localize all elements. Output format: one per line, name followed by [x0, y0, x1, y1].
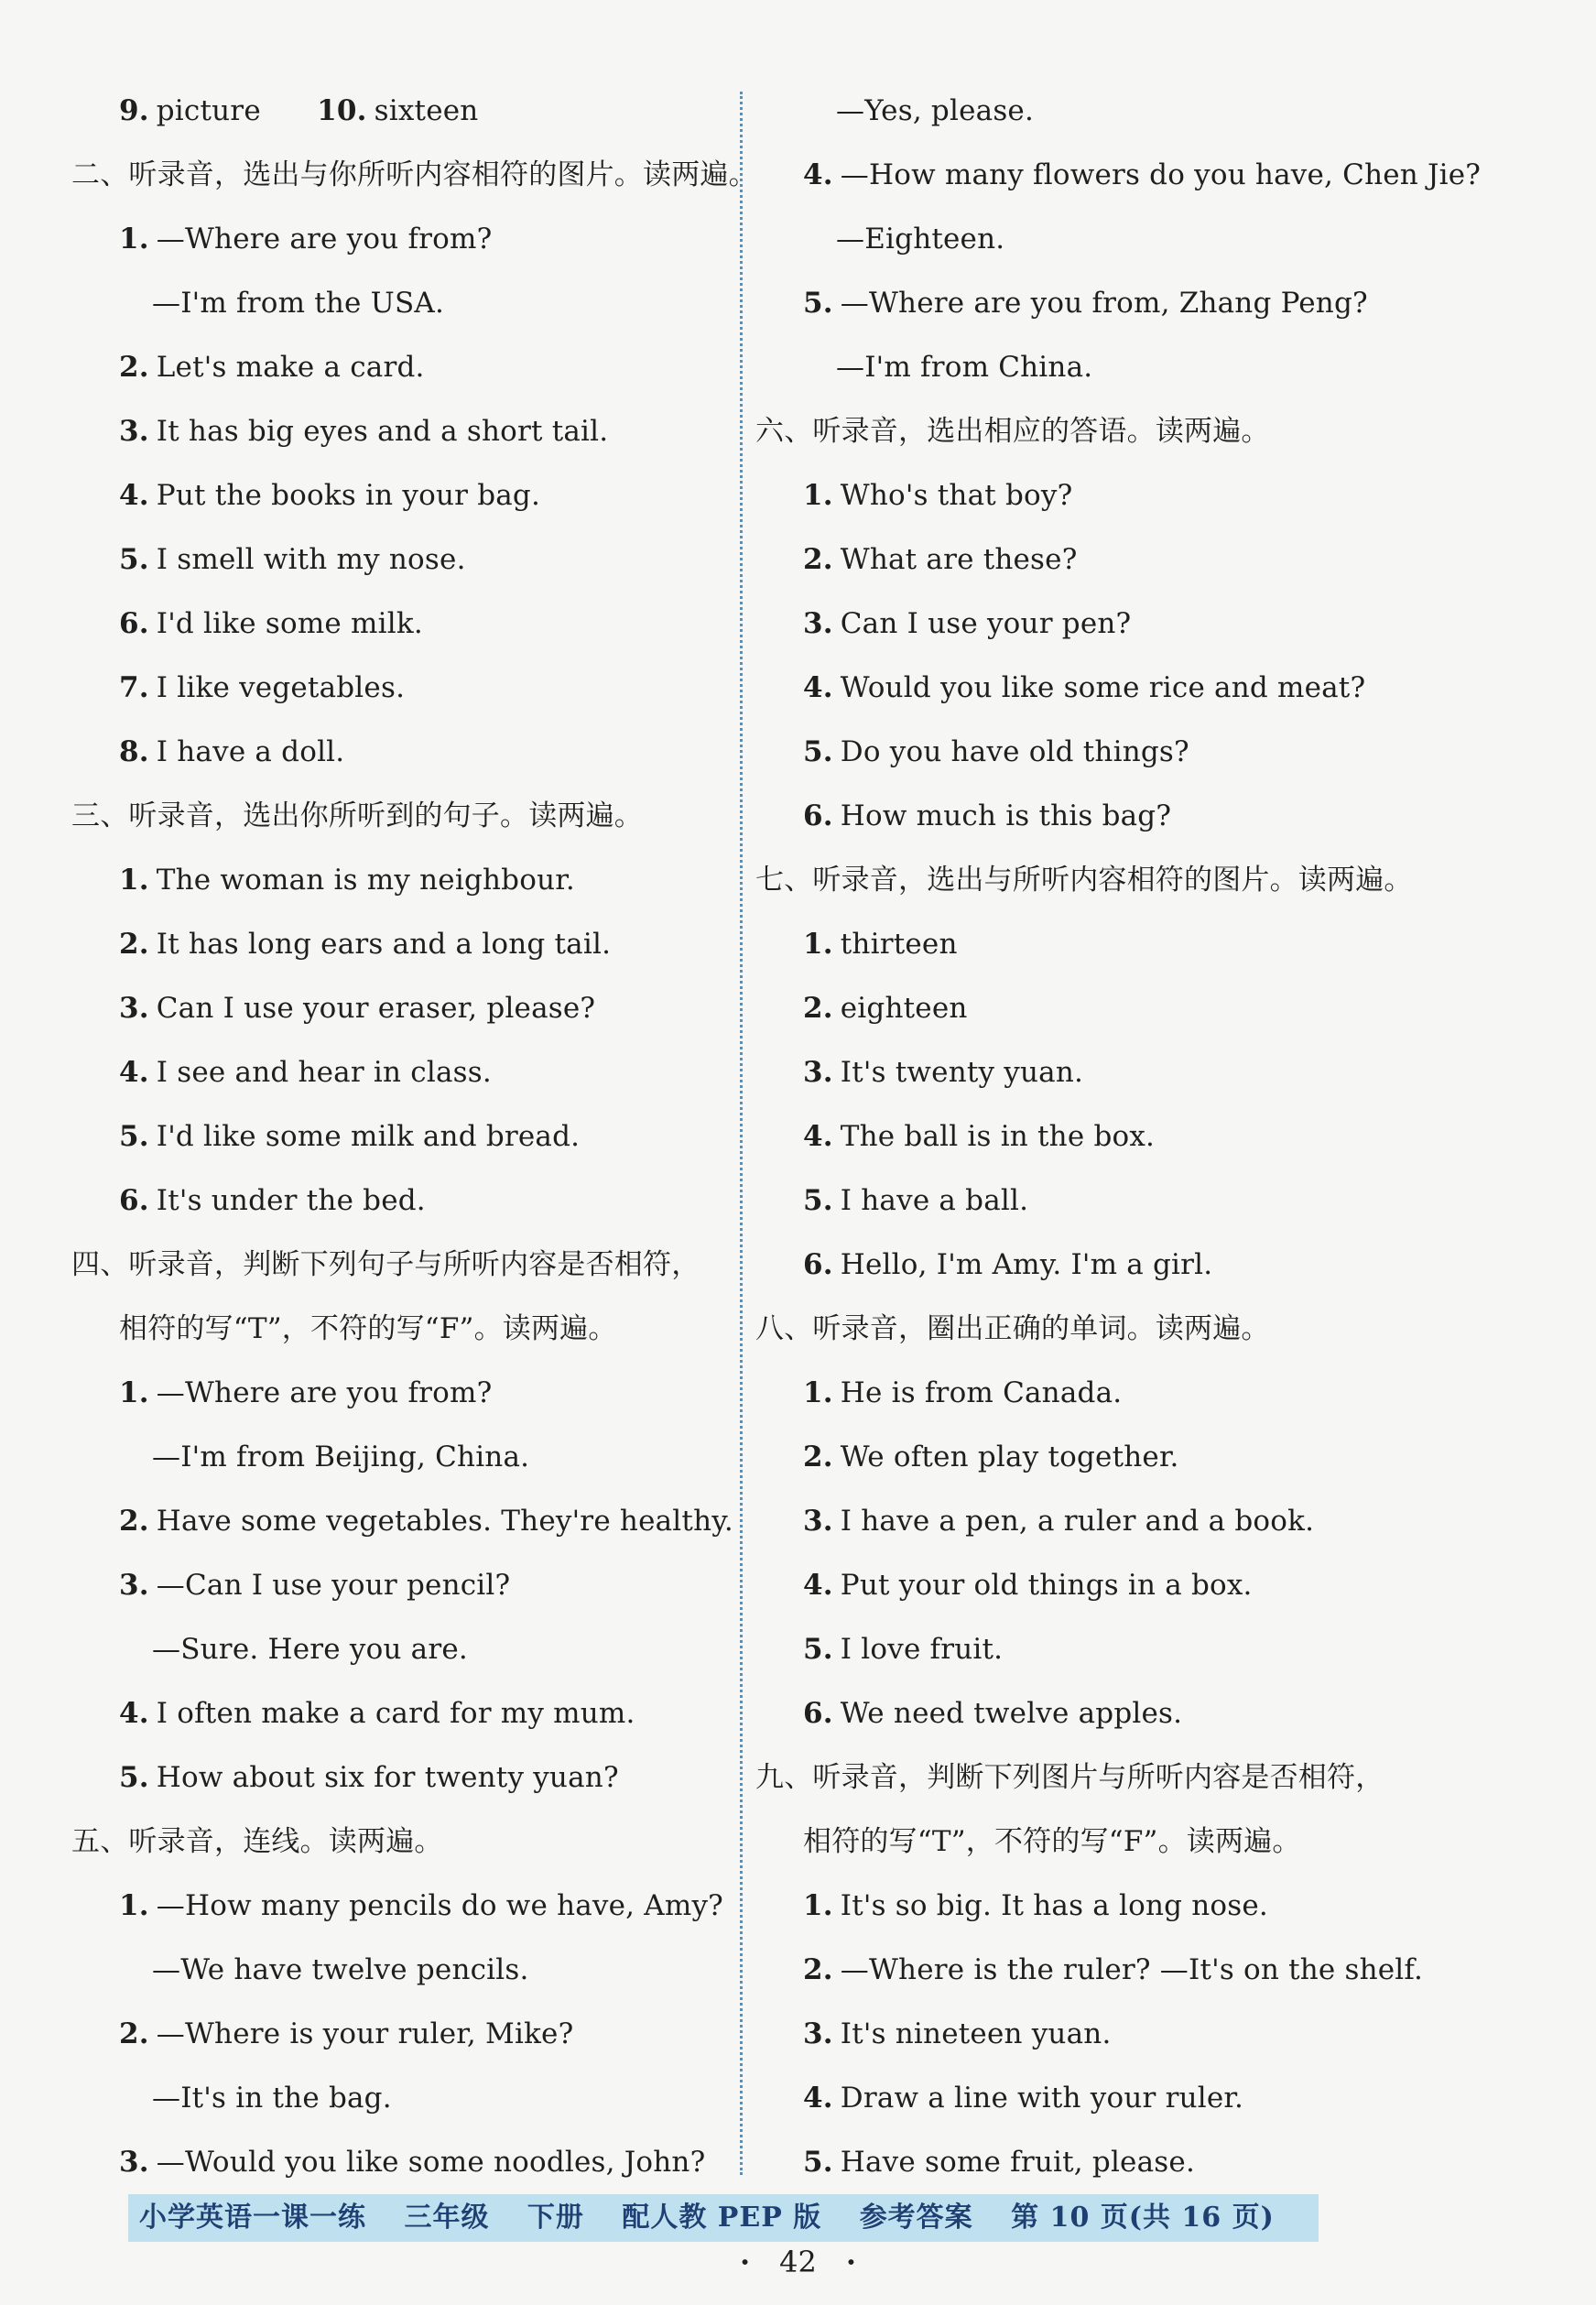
section-heading: 相符的写“T”，不符的写“F”。读两遍。 [119, 1312, 617, 1345]
answer-item [755, 978, 1543, 1042]
answer-item [755, 2132, 1543, 2196]
item-text: The ball is in the box. [840, 1120, 1156, 1153]
item-number: 4. [803, 1569, 833, 1602]
footer-section: 参考答案 [859, 2202, 973, 2234]
item-number: 5. [803, 2146, 833, 2179]
item-text: —It's in the bag. [152, 2082, 392, 2115]
item-number: 5. [803, 287, 833, 320]
answer-item [755, 145, 1543, 209]
item-text: Do you have old things? [840, 735, 1189, 768]
answer-item [755, 1234, 1543, 1299]
bullet-dot: · [740, 2245, 751, 2279]
item-number: 1. [803, 1376, 833, 1409]
item-number: 5. [119, 543, 149, 576]
left-column [71, 81, 757, 2196]
item-text: —Yes, please. [836, 94, 1035, 127]
answer-item [755, 1170, 1543, 1234]
item-text: picture [156, 94, 290, 127]
section-heading: 八、听录音，圈出正确的单词。读两遍。 [755, 1312, 1270, 1345]
item-text: We need twelve apples. [840, 1697, 1183, 1730]
answer-item [755, 273, 1543, 337]
item-text: He is from Canada. [840, 1376, 1123, 1409]
item-text: We often play together. [840, 1441, 1179, 1473]
item-text: —How many flowers do you have, Chen Jie? [840, 158, 1482, 191]
answer-item [71, 1555, 731, 1619]
answer-item [71, 978, 731, 1042]
item-text: —Where are you from? [156, 1376, 493, 1409]
answer-item [755, 1042, 1543, 1106]
item-text: Let's make a card. [156, 351, 425, 384]
column-divider [740, 92, 743, 2175]
item-text: —Sure. Here you are. [152, 1633, 468, 1666]
item-text: —How many pencils do we have, Amy? [156, 1889, 723, 1922]
item-number: 3. [803, 1056, 833, 1089]
item-text: I'd like some milk and bread. [156, 1120, 581, 1153]
item-text: I see and hear in class. [156, 1056, 492, 1089]
item-text: I have a doll. [156, 735, 345, 768]
item-text: —Where is the ruler? —It's on the shelf. [840, 1953, 1424, 1986]
item-text: I'd like some milk. [156, 607, 423, 640]
bullet-dot: · [845, 2245, 856, 2279]
item-number: 3. [119, 415, 149, 448]
item-text: Have some vegetables. They're healthy. [156, 1505, 733, 1538]
answer-item [755, 722, 1543, 786]
item-text: —Can I use your pencil? [156, 1569, 511, 1602]
item-text: —Eighteen. [836, 223, 1005, 256]
item-number: 4. [119, 1697, 149, 1730]
item-text: I like vegetables. [156, 671, 406, 704]
item-number: 3. [119, 1569, 149, 1602]
answer-item [71, 850, 731, 914]
item-text: It's so big. It has a long nose. [840, 1889, 1268, 1922]
item-number: 6. [803, 1248, 833, 1281]
section-heading: 九、听录音，判断下列图片与所听内容是否相符， [755, 1761, 1384, 1794]
answer-item [755, 1619, 1543, 1683]
answer-continuation [71, 1940, 731, 2004]
page-number: 42 [779, 2245, 817, 2279]
item-text: I often make a card for my mum. [156, 1697, 635, 1730]
answer-item [755, 465, 1543, 529]
answer-continuation [755, 209, 1543, 273]
answer-item [71, 337, 731, 401]
answer-item [755, 1683, 1543, 1747]
answer-continuation [71, 1619, 731, 1683]
item-text: Put your old things in a box. [840, 1569, 1253, 1602]
answer-item [755, 2068, 1543, 2132]
answer-item [71, 81, 731, 145]
item-text: I have a pen, a ruler and a book. [840, 1505, 1315, 1538]
item-text: —I'm from China. [836, 351, 1093, 384]
item-number: 1. [803, 479, 833, 512]
item-text: Draw a line with your ruler. [840, 2082, 1244, 2115]
answer-item [71, 2004, 731, 2068]
item-number: 2. [119, 351, 149, 384]
item-text: It has long ears and a long tail. [156, 928, 612, 961]
item-text: Have some fruit, please. [840, 2146, 1195, 2179]
item-number: 8. [119, 735, 149, 768]
section-heading: 二、听录音，选出与你所听内容相符的图片。读两遍。 [71, 158, 757, 191]
item-text: I love fruit. [840, 1633, 1004, 1666]
item-text: I have a ball. [840, 1184, 1029, 1217]
answer-item [71, 1363, 731, 1427]
item-text: It's under the bed. [156, 1184, 426, 1217]
answer-item [71, 209, 731, 273]
answer-item [71, 722, 731, 786]
item-text: How about six for twenty yuan? [156, 1761, 619, 1794]
item-text: I smell with my nose. [156, 543, 466, 576]
item-number: 4. [803, 1120, 833, 1153]
item-number: 9. [119, 94, 149, 127]
footer-edition: 配人教 PEP 版 [622, 2202, 822, 2234]
item-number: 2. [803, 1441, 833, 1473]
item-text: How much is this bag? [840, 799, 1172, 832]
answer-item [755, 1106, 1543, 1170]
section-heading: 六、听录音，选出相应的答语。读两遍。 [755, 415, 1270, 448]
item-number: 6. [803, 1697, 833, 1730]
answer-item [71, 401, 731, 465]
item-number: 1. [803, 928, 833, 961]
item-text: thirteen [840, 928, 958, 961]
answer-item [71, 1042, 731, 1106]
answer-item [755, 529, 1543, 593]
item-text: Put the books in your bag. [156, 479, 541, 512]
answer-item [71, 1747, 731, 1811]
item-number: 3. [119, 992, 149, 1025]
answer-item [71, 1683, 731, 1747]
footer [139, 2194, 1302, 2242]
item-text: What are these? [840, 543, 1078, 576]
answer-item [755, 1940, 1543, 2004]
answer-item [71, 529, 731, 593]
item-number: 3. [119, 2146, 149, 2179]
footer-volume: 下册 [527, 2202, 584, 2234]
item-text: —Would you like some noodles, John? [156, 2146, 706, 2179]
item-number: 1. [119, 1376, 149, 1409]
footer-book-title: 小学英语一课一练 [139, 2202, 366, 2234]
item-text: Can I use your pen? [840, 607, 1132, 640]
item-text: —Where are you from? [156, 223, 493, 256]
item-text: The woman is my neighbour. [156, 864, 575, 897]
answer-item [755, 1491, 1543, 1555]
item-text: —Where is your ruler, Mike? [156, 2017, 574, 2050]
item-number: 2. [803, 543, 833, 576]
item-number: 5. [803, 1633, 833, 1666]
answer-item [755, 786, 1543, 850]
item-text: Can I use your eraser, please? [156, 992, 596, 1025]
section-heading: 四、听录音，判断下列句子与所听内容是否相符， [71, 1248, 700, 1281]
item-number: 4. [803, 2082, 833, 2115]
item-number: 7. [119, 671, 149, 704]
footer-page-info: 第 10 页(共 16 页) [1011, 2202, 1275, 2234]
item-text: —I'm from the USA. [152, 287, 445, 320]
item-number: 1. [803, 1889, 833, 1922]
item-text: —I'm from Beijing, China. [152, 1441, 530, 1473]
answer-continuation [71, 273, 731, 337]
item-text: —We have twelve pencils. [152, 1953, 529, 1986]
answer-item [755, 1876, 1543, 1940]
answer-continuation [755, 81, 1543, 145]
item-number: 5. [119, 1761, 149, 1794]
answer-continuation [71, 2068, 731, 2132]
answer-item [755, 593, 1543, 658]
item-text: sixteen [374, 94, 479, 127]
answer-item [755, 1555, 1543, 1619]
item-number: 4. [119, 479, 149, 512]
answer-item [71, 1491, 731, 1555]
item-number: 3. [803, 2017, 833, 2050]
item-number: 6. [803, 799, 833, 832]
section-heading: 五、听录音，连线。读两遍。 [71, 1825, 443, 1858]
answer-item [755, 914, 1543, 978]
item-text: eighteen [840, 992, 968, 1025]
section-heading: 三、听录音，选出你所听到的句子。读两遍。 [71, 799, 643, 832]
section-heading: 七、听录音，选出与所听内容相符的图片。读两遍。 [755, 864, 1413, 897]
footer-grade: 三年级 [404, 2202, 490, 2234]
answer-item [71, 593, 731, 658]
answer-item [755, 658, 1543, 722]
item-number: 6. [119, 607, 149, 640]
item-text: It has big eyes and a short tail. [156, 415, 609, 448]
item-text: It's twenty yuan. [840, 1056, 1084, 1089]
answer-continuation [71, 1427, 731, 1491]
item-number: 5. [803, 1184, 833, 1217]
item-number: 1. [119, 223, 149, 256]
answer-item [71, 465, 731, 529]
item-number: 2. [119, 1505, 149, 1538]
item-text: —Where are you from, Zhang Peng? [840, 287, 1368, 320]
item-number: 5. [803, 735, 833, 768]
item-number: 6. [119, 1184, 149, 1217]
item-number: 4. [803, 158, 833, 191]
item-number: 4. [803, 671, 833, 704]
item-number: 2. [803, 992, 833, 1025]
section-heading: 相符的写“T”，不符的写“F”。读两遍。 [803, 1825, 1301, 1858]
item-number: 3. [803, 1505, 833, 1538]
answer-item [71, 1106, 731, 1170]
item-number: 2. [119, 928, 149, 961]
item-text: Who's that boy? [840, 479, 1073, 512]
right-column [755, 81, 1543, 2196]
item-number: 1. [119, 864, 149, 897]
item-text: Hello, I'm Amy. I'm a girl. [840, 1248, 1213, 1281]
answer-continuation [755, 337, 1543, 401]
item-number: 2. [119, 2017, 149, 2050]
answer-item [71, 2132, 731, 2196]
item-number: 3. [803, 607, 833, 640]
item-number: 5. [119, 1120, 149, 1153]
item-number: 4. [119, 1056, 149, 1089]
item-number: 10. [317, 94, 367, 127]
answer-item [71, 658, 731, 722]
item-text: Would you like some rice and meat? [840, 671, 1366, 704]
answer-item [71, 1876, 731, 1940]
item-number: 1. [119, 1889, 149, 1922]
answer-item [755, 2004, 1543, 2068]
item-text: It's nineteen yuan. [840, 2017, 1112, 2050]
answer-item [755, 1363, 1543, 1427]
answer-item [755, 1427, 1543, 1491]
item-number: 2. [803, 1953, 833, 1986]
answer-item [71, 914, 731, 978]
answer-item [71, 1170, 731, 1234]
page-number-row [0, 2239, 1596, 2285]
